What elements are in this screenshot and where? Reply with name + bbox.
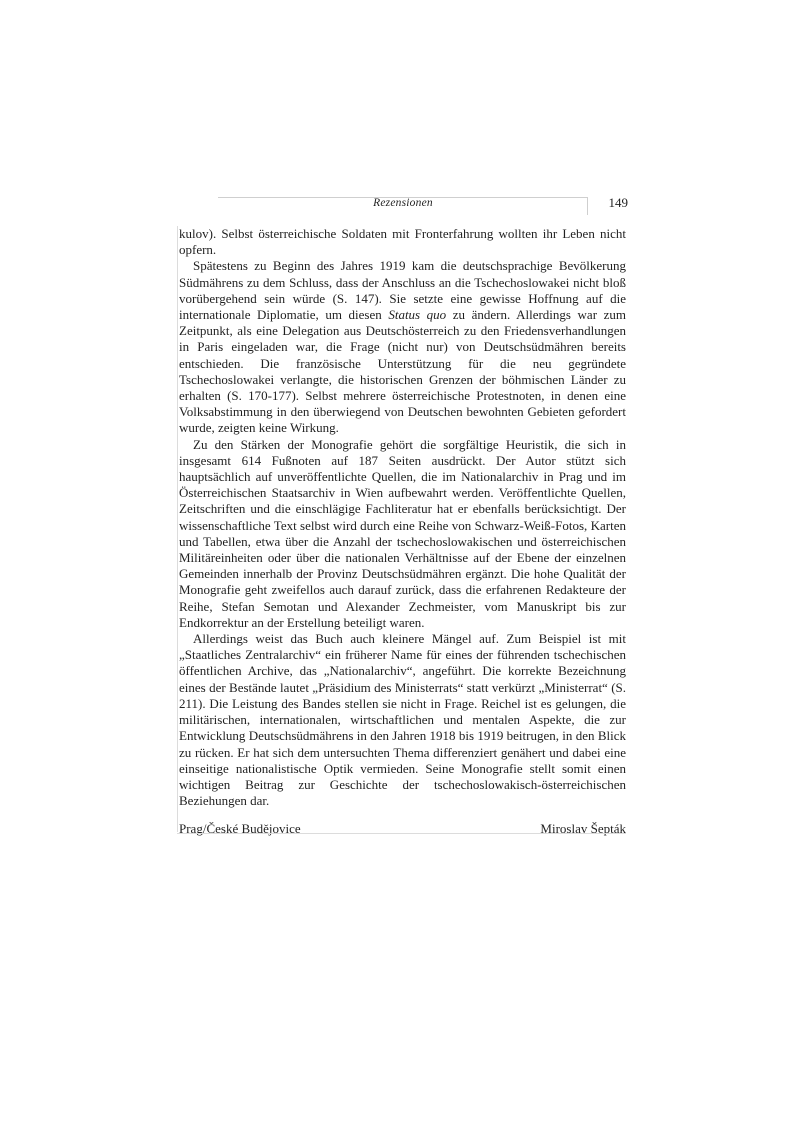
- paragraph-1: kulov). Selbst österreichische Soldaten mit Fronterfahrung wollten ihr Leben nicht opfern.: [179, 226, 626, 258]
- bottom-rule: [177, 833, 626, 834]
- paragraph-2: [179, 258, 626, 436]
- signature-line: [179, 821, 626, 837]
- review-body: [179, 226, 626, 838]
- signature-place: Prag/České Budějovice: [179, 821, 301, 837]
- running-title: Rezensionen: [373, 197, 433, 209]
- paragraph-4: Allerdings weist das Buch auch kleinere Mängel auf. Zum Beispiel ist mit „Staatliches Zentralarchiv“ ein früherer Name für eines der führenden tschechischen öffentlichen Archive, das „Nationalarchiv“, angeführt. Die korrekte Bezeichnung eines der Bestände lautet „Präsidium des Ministerrats“ statt verkürzt „Ministerrat“ (S. 211). Die Leistung des Bandes stellen sie nicht in Frage. Reichel ist es gelungen, die militärischen, internationalen, wirtschaftlichen und mentalen Aspekte, die zur Entwicklung Deutschsüdmährens in den Jahren 1918 bis 1919 beitrugen, in den Blick zu rücken. Er hat sich dem untersuchten Thema differenziert genähert und dabei eine einseitige nationalistische Optik vermieden. Seine Monografie stellt somit einen wichtigen Beitrag zur Geschichte der tschechoslowakisch-österreichischen Beziehungen dar.: [179, 631, 626, 809]
- left-margin-rule: [177, 226, 178, 832]
- signature-author: Miroslav Šepták: [540, 821, 626, 837]
- status-quo-italic: Status quo: [388, 307, 447, 323]
- page-number: 149: [608, 195, 628, 210]
- page-header: [218, 191, 628, 215]
- paragraph-2-part-1: Spätestens zu Beginn des Jahres 1919 kam die deutschsprachige Bevölkerung Südmährens zu dem Schluss, dass der Anschluss an die Tschechoslowakei nicht bloß vorübergehend sein würde (S. 147). Sie setzte eine gewisse Hoffnung auf die internationale Diplomatie, um diesen: [179, 258, 626, 323]
- paragraph-3: Zu den Stärken der Monografie gehört die sorgfältige Heuristik, die sich in insgesamt 614 Fußnoten auf 187 Seiten ausdrückt. Der Autor stützt sich hauptsächlich auf unveröffentlichte Quellen, die im Nationalarchiv in Prag und im Österreichischen Staatsarchiv in Wien aufbewahrt werden. Veröffentlichte Quellen, Zeitschriften und die einschlägige Fachliteratur hat er ebenfalls berücksichtigt. Der wissenschaftliche Text selbst wird durch eine Reihe von Schwarz-Weiß-Fotos, Karten und Tabellen, etwa über die Anzahl der tschechoslowakischen und österreichischen Militäreinheiten oder über die nationalen Verhältnisse auf der Ebene der einzelnen Gemeinden innerhalb der Provinz Deutschsüdmähren ergänzt. Die hohe Qualität der Monografie geht zweifellos auch darauf zurück, dass die erfahrenen Redakteure der Reihe, Stefan Semotan und Alexander Zechmeister, vom Manuskript bis zur Endkorrektur an der Erstellung beteiligt waren.: [179, 436, 626, 630]
- paragraph-2-part-3: Allerdings war zum Zeitpunkt, als eine Delegation aus Deutschösterreich zu den Friedensverhandlungen in Paris eingeladen war, die Frage (nicht nur) von Deutschsüdmähren bereits entschieden. Die französische Unterstützung für die neu gegründete Tschechoslowakei verlangte, die historischen Grenzen der böhmischen Länder zu erhalten (S. 170-177). Selbst mehrere österreichische Protestnoten, in denen eine Volksabstimmung in den überwiegend von Deutschen bewohnten Gebieten gefordert wurde, zeigten keine Wirkung.: [179, 307, 626, 436]
- paragraph-2-part-2: zu ändern.: [452, 307, 511, 323]
